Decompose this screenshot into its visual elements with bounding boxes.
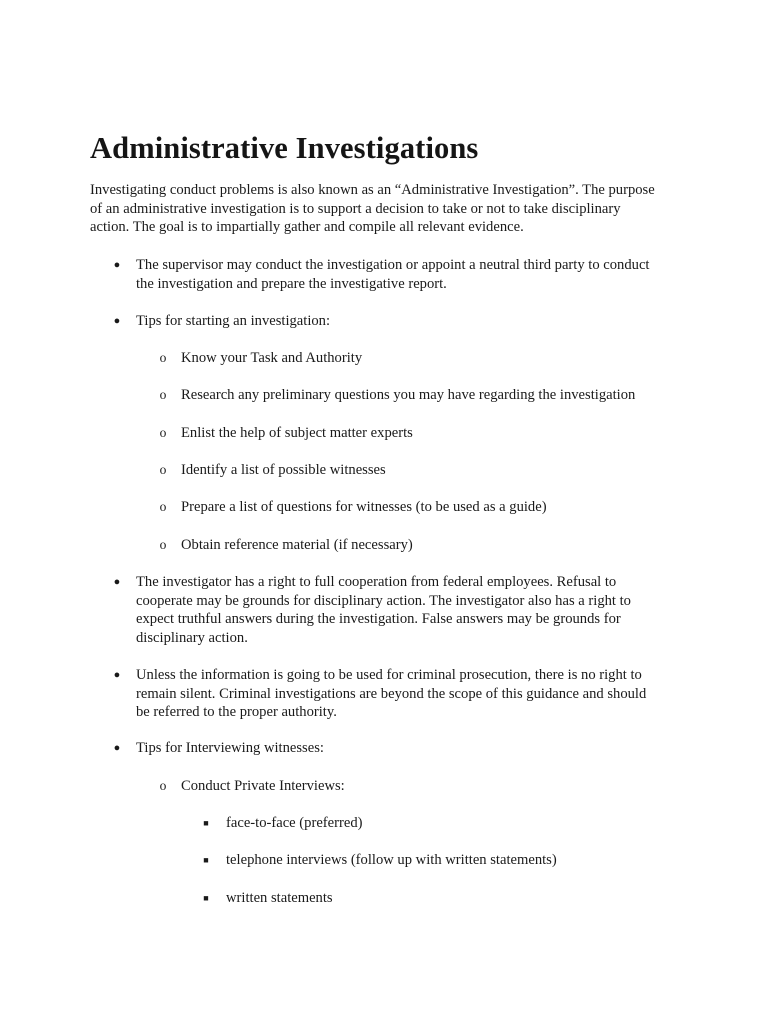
text-line: Know your Task and Authority <box>181 350 363 366</box>
bullet-icon: ● <box>113 315 121 327</box>
text-line: The supervisor may conduct the investigation or appoint a neutral third party to conduct <box>136 257 650 273</box>
bullet-icon: ● <box>113 576 121 588</box>
bullet-item-supervisor <box>113 256 696 293</box>
text-line: Research any preliminary questions you may have regarding the investigation <box>181 387 636 403</box>
intro-paragraph <box>90 181 690 237</box>
circle-bullet-icon: o <box>159 537 167 552</box>
bullet-item-tips-interviewing <box>113 739 696 758</box>
circle-bullet-icon: o <box>159 350 167 365</box>
text-line: Prepare a list of questions for witnesses (to be used as a guide) <box>181 499 547 515</box>
subsub-item-telephone <box>203 851 696 870</box>
text-line: written statements <box>226 890 333 906</box>
sub-item-task-authority <box>159 349 701 368</box>
circle-bullet-icon: o <box>159 499 167 514</box>
sub-item-questions <box>159 498 701 517</box>
text-line: The investigator has a right to full cooperation from federal employees. Refusal to <box>136 574 617 590</box>
text-line: Tips for Interviewing witnesses: <box>136 740 324 756</box>
circle-bullet-icon: o <box>159 387 167 402</box>
text-line: the investigation and prepare the investigative report. <box>136 275 447 292</box>
subsub-item-written <box>203 889 696 908</box>
text-line: expect truthful answers during the investigation. False answers may be grounds for <box>136 611 621 628</box>
circle-bullet-icon: o <box>159 778 167 793</box>
sub-item-research <box>159 386 701 405</box>
bullet-icon: ● <box>113 669 121 681</box>
subsub-item-face-to-face <box>203 814 696 833</box>
text-line: Investigating conduct problems is also known as an “Administrative Investigation”. The purpose <box>90 182 655 198</box>
text-line: Unless the information is going to be used for criminal prosecution, there is no right to <box>136 667 642 683</box>
text-line: cooperate may be grounds for disciplinary action. The investigator also has a right to <box>136 592 631 609</box>
sub-item-experts <box>159 424 701 443</box>
text-line: remain silent. Criminal investigations are beyond the scope of this guidance and should <box>136 685 647 702</box>
text-line: action. The goal is to impartially gather and compile all relevant evidence. <box>90 219 524 236</box>
circle-bullet-icon: o <box>159 425 167 440</box>
bullet-item-cooperation <box>113 573 696 648</box>
sub-item-private-interviews <box>159 777 701 796</box>
bullet-icon: ● <box>113 742 121 754</box>
circle-bullet-icon: o <box>159 462 167 477</box>
square-bullet-icon: ■ <box>203 855 209 865</box>
text-line: Tips for starting an investigation: <box>136 313 331 329</box>
text-line: Identify a list of possible witnesses <box>181 462 386 478</box>
sub-item-witnesses <box>159 461 701 480</box>
bullet-item-tips-starting <box>113 312 696 331</box>
document-title: Administrative Investigations <box>90 131 479 165</box>
square-bullet-icon: ■ <box>203 893 209 903</box>
bullet-item-criminal <box>113 666 696 722</box>
square-bullet-icon: ■ <box>203 818 209 828</box>
text-line: Conduct Private Interviews: <box>181 778 345 794</box>
text-line: be referred to the proper authority. <box>136 704 337 721</box>
text-line: face-to-face (preferred) <box>226 815 363 831</box>
text-line: disciplinary action. <box>136 630 248 647</box>
text-line: of an administrative investigation is to support a decision to take or not to take disciplinary <box>90 200 621 217</box>
text-line: Enlist the help of subject matter experts <box>181 425 413 441</box>
bullet-icon: ● <box>113 259 121 271</box>
text-line: telephone interviews (follow up with written statements) <box>226 852 557 868</box>
sub-item-reference <box>159 536 701 555</box>
text-line: Obtain reference material (if necessary) <box>181 537 413 553</box>
